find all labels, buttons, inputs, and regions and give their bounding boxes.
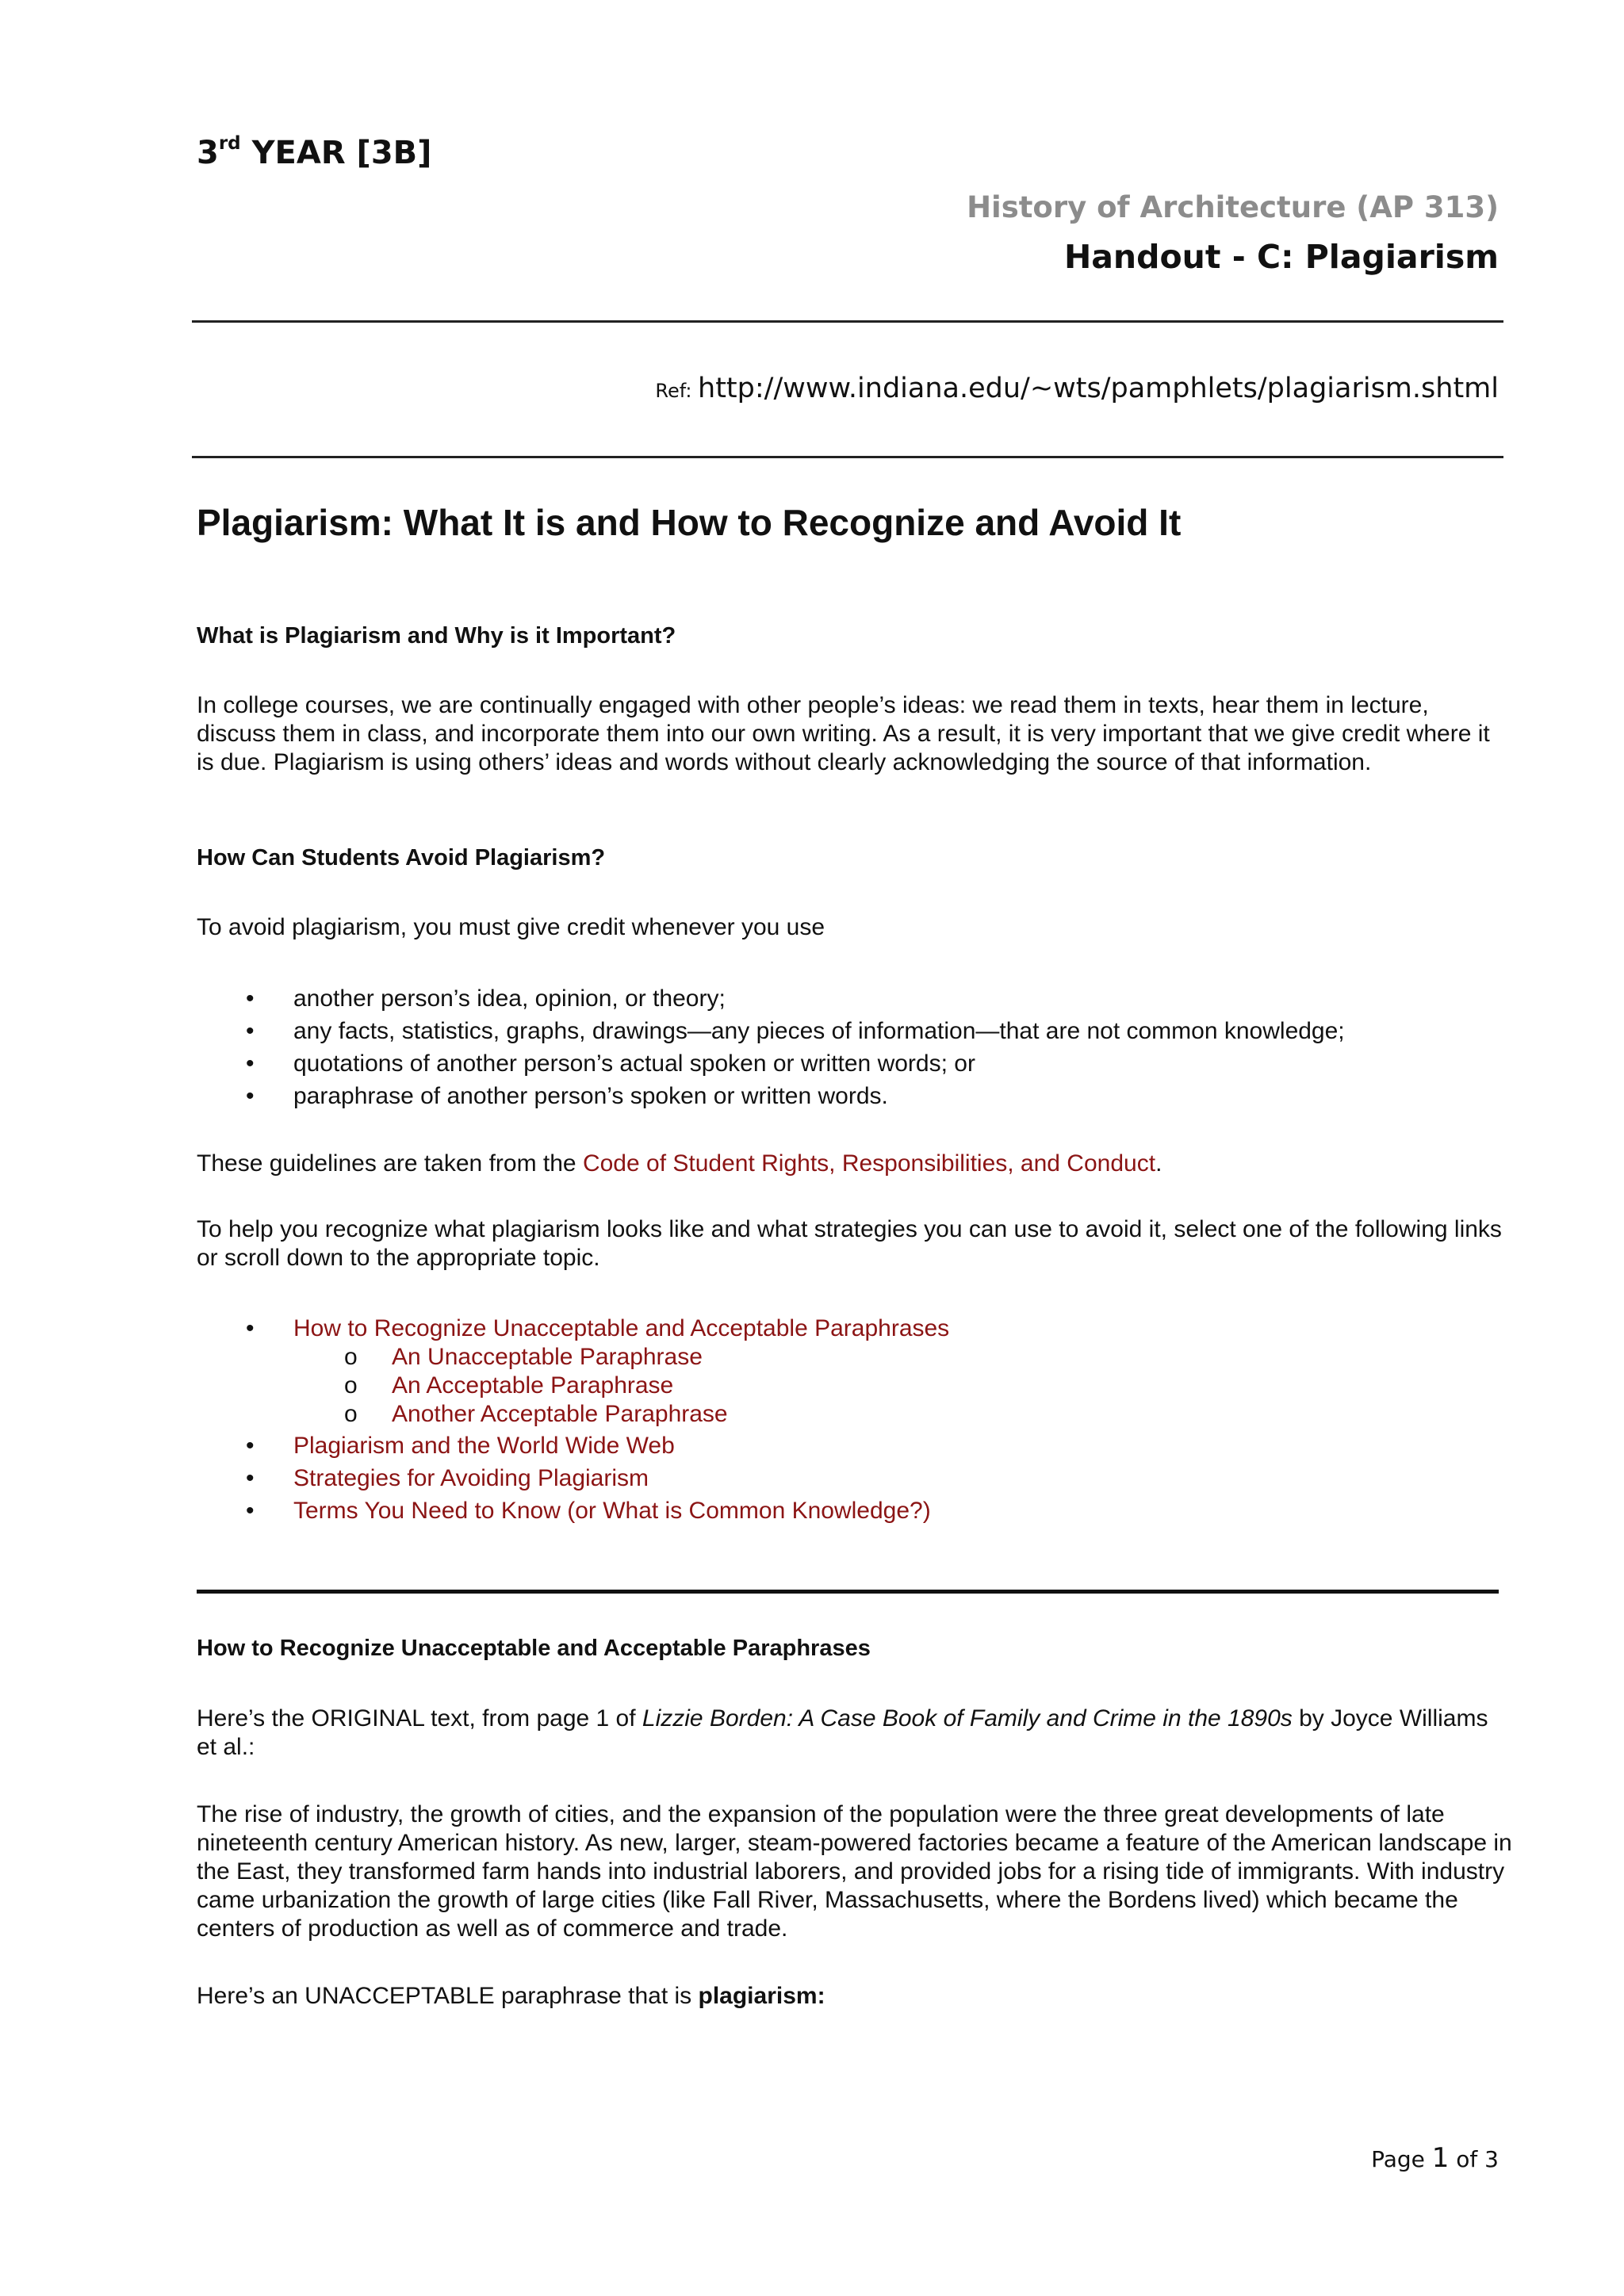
circle-bullet-icon: o [344,1344,358,1370]
guidelines-period: . [1155,1150,1162,1177]
year-suffix: rd [218,132,241,154]
list-item-text: quotations of another person’s actual spoken or written words; or [293,1050,975,1077]
page-current: 1 [1431,2142,1450,2174]
paragraph-original-source [197,1705,1513,1762]
toc-subitem-unacceptable [344,1343,703,1372]
list-item [247,1050,975,1078]
paragraph-guidelines [197,1150,1513,1178]
page-label: Page [1371,2146,1432,2172]
toc-item-web [247,1432,675,1460]
page-total: of 3 [1449,2146,1499,2172]
handout-title: Handout - C: Plagiarism [1063,238,1499,276]
section-heading-what-is-plagiarism: What is Plagiarism and Why is it Important? [197,623,676,649]
list-item-text: paraphrase of another person’s spoken or written words. [293,1083,888,1109]
bullet-icon: • [246,1465,255,1491]
circle-bullet-icon: o [344,1372,358,1399]
bullet-icon: • [246,985,255,1012]
reference-label: Ref: [655,380,699,402]
toc-link-world-wide-web[interactable]: Plagiarism and the World Wide Web [293,1433,675,1459]
header-divider-top [192,320,1503,323]
paragraph-intro: In college courses, we are continually engaged with other people’s ideas: we read them in texts, hear them in lecture, discuss them in class, and incorporate them into our own writing. As a result, it is very important that we give credit where it is due. Plagiarism is using others’ ideas and words without clearly acknowledging the source of that information. [197,692,1490,775]
list-item [247,1082,888,1111]
toc-item-strategies [247,1464,649,1493]
plagiarism-emphasis: plagiarism: [698,1983,825,2009]
original-text-author: by Joyce Williams et al.: [197,1705,1488,1760]
toc-link-terms[interactable]: Terms You Need to Know (or What is Common Knowledge?) [293,1498,931,1524]
course-title: History of Architecture (AP 313) [967,190,1499,224]
bullet-icon: • [246,1498,255,1524]
paragraph-give-credit: To avoid plagiarism, you must give credit whenever you use [197,914,825,940]
guidelines-text: These guidelines are taken from the [197,1150,583,1177]
year-number: 3 [197,135,219,171]
bullet-icon: • [246,1315,255,1341]
circle-bullet-icon: o [344,1401,358,1427]
bullet-icon: • [246,1018,255,1044]
toc-link-acceptable-paraphrase[interactable]: An Acceptable Paraphrase [392,1372,674,1399]
toc-item-terms [247,1497,931,1525]
original-text-intro: Here’s the ORIGINAL text, from page 1 of [197,1705,642,1732]
reference-url[interactable]: http://www.indiana.edu/~wts/pamphlets/plagiarism.shtml [698,373,1499,404]
toc-subitem-another-acceptable [344,1400,728,1429]
list-item-text: any facts, statistics, graphs, drawings—any pieces of information—that are not common knowledge; [293,1018,1345,1044]
list-item-text: another person’s idea, opinion, or theory; [293,985,726,1012]
bullet-icon: • [246,1050,255,1077]
section-divider [197,1590,1499,1594]
toc-link-unacceptable-paraphrase[interactable]: An Unacceptable Paraphrase [392,1344,703,1370]
paragraph-help: To help you recognize what plagiarism looks like and what strategies you can use to avoid it, select one of the following links or scroll down to the appropriate topic. [197,1216,1502,1271]
paragraph-original-quote: The rise of industry, the growth of cities, and the expansion of the population were the three great developments of late nineteenth century American history. As new, larger, steam-powered factories became a feature of the American landscape in the East, they transformed farm hands into industrial laborers, and provided jobs for a rising tide of immigrants. With industry came urbanization the growth of large cities (like Fall River, Massachusetts, where the Bordens lived) which became the centers of production as well as of commerce and trade. [197,1801,1512,1942]
list-item [247,1017,1345,1046]
header-divider-bottom [192,456,1503,458]
page-number [1371,2142,1499,2174]
bullet-icon: • [246,1083,255,1109]
code-of-conduct-link[interactable]: Code of Student Rights, Responsibilities, and Conduct [582,1150,1156,1177]
toc-link-strategies[interactable]: Strategies for Avoiding Plagiarism [293,1465,649,1491]
toc-link-paraphrases[interactable]: How to Recognize Unacceptable and Acceptable Paraphrases [293,1315,950,1341]
document-title: Plagiarism: What It is and How to Recognize and Avoid It [197,502,1182,543]
book-title: Lizzie Borden: A Case Book of Family and Crime in the 1890s [642,1705,1293,1732]
list-item [247,985,726,1013]
bullet-icon: • [246,1433,255,1459]
toc-link-another-acceptable-paraphrase[interactable]: Another Acceptable Paraphrase [392,1401,728,1427]
toc-item-paraphrases [247,1314,949,1343]
class-year [197,132,432,171]
year-label: YEAR [3B] [240,135,432,171]
toc-subitem-acceptable [344,1372,673,1400]
paragraph-unacceptable-intro [197,1982,1513,2011]
section-heading-paraphrases: How to Recognize Unacceptable and Acceptable Paraphrases [197,1636,871,1661]
section-heading-avoid-plagiarism: How Can Students Avoid Plagiarism? [197,845,606,871]
unacceptable-text: Here’s an UNACCEPTABLE paraphrase that is [197,1983,699,2009]
reference-line [655,373,1499,404]
